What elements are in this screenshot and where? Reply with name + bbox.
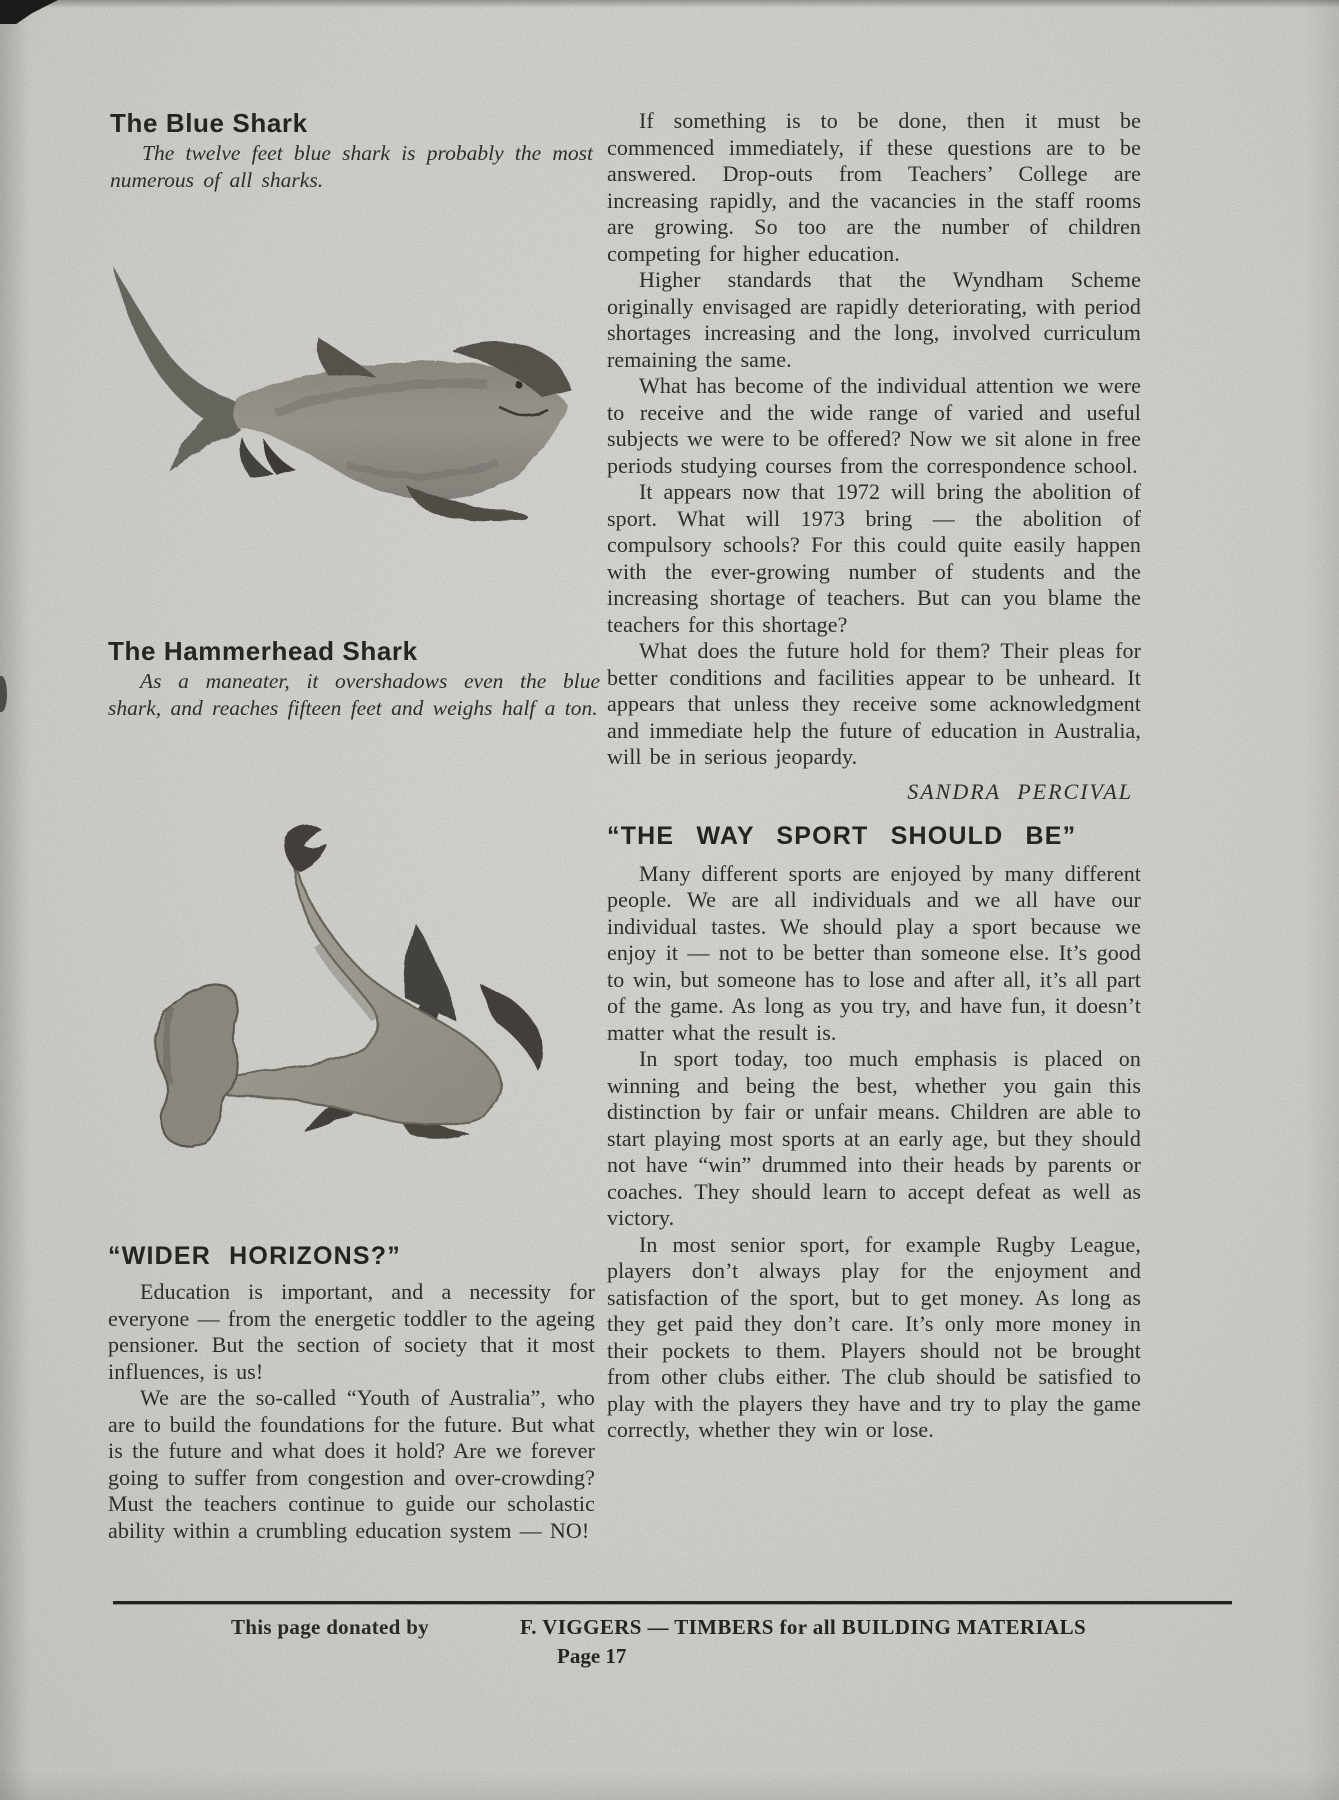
- hammerhead-heading: The Hammerhead Shark: [108, 636, 418, 666]
- footer-rule: [113, 1601, 1232, 1604]
- sport-paragraph-2: In sport today, too much emphasis is placed on winning and being the best, whether you gain this distinction by fair or unfair means. Children are able to start playing most sports at an early age, but they should not have “win” drummed into their heads by parents or coaches. They should learn to accept defeat as well as victory.: [607, 1046, 1141, 1230]
- sport-paragraph-3: In most senior sport, for example Rugby League, players don’t always play for the enjoyment and satisfaction of the sport, but to get money. As long as they get paid they don’t care. It’s only more money in their pockets to them. Players should not be brought from other clubs either. The club should be satisfied to play with the players they have and try to play the game correctly, whether they win or lose.: [607, 1231, 1141, 1442]
- education-article: [607, 108, 1141, 805]
- scan-top-edge-shadow: [0, 0, 1339, 8]
- sport-paragraph-1: Many different sports are enjoyed by many different people. We are all individuals and we all have our individual tastes. We should play a sport because we enjoy it — not to be better than someone else. It’s good to win, but someone has to lose and after all, it’s all part of the game. As long as you try, and have fun, it doesn’t matter what the result is.: [607, 860, 1141, 1045]
- hammerhead-drawing-group: [155, 826, 542, 1147]
- blue-shark-drawing-group: [113, 266, 571, 521]
- education-paragraph-3: What has become of the individual attention we were to receive and the wide range of varied and useful subjects we were to be offered? Now we sit alone in free periods studying courses from the correspondence school.: [607, 373, 1141, 478]
- hammerhead-shark-illustration: [118, 745, 543, 1155]
- blue-shark-dorsal-fin: [318, 338, 376, 377]
- footer-donated-by-label: This page donated by: [231, 1615, 429, 1639]
- footer-donor-name: F. VIGGERS — TIMBERS for all BUILDING MATERIALS: [520, 1615, 1087, 1639]
- sport-article-heading: “THE WAY SPORT SHOULD BE”: [607, 821, 1077, 850]
- education-paragraph-4: It appears now that 1972 will bring the abolition of sport. What will 1973 bring — the abolition of compulsory schools? For this could quite easily happen with the ever-growing number of students and the increasing shortage of teachers. But can you blame the teachers for this shortage?: [607, 479, 1141, 637]
- right-column: [607, 108, 1141, 1444]
- hammerhead-body: [224, 863, 501, 1125]
- blue-shark-tail: [113, 266, 241, 471]
- wider-horizons-section: [108, 1241, 595, 1544]
- hammerhead-tail-tip: [284, 826, 327, 871]
- hammerhead-section: [108, 636, 600, 722]
- blue-shark-eye: [515, 381, 522, 388]
- blue-shark-heading: The Blue Shark: [110, 108, 308, 138]
- scan-edge-artifact: [0, 676, 7, 712]
- footer-page-number: Page 17: [557, 1644, 627, 1668]
- blue-shark-section: [110, 108, 593, 194]
- education-paragraph-5: What does the future hold for them? Their pleas for better conditions and facilities appear to be unheard. It appears that unless they receive some acknowledgment and immediate help the future of education in Australia, will be in serious jeopardy.: [607, 638, 1141, 769]
- education-byline: SANDRA PERCIVAL: [907, 778, 1133, 804]
- education-paragraph-1: If something is to be done, then it must be commenced immediately, if these questions are to be answered. Drop-outs from Teachers’ College are increasing rapidly, and the vacancies in the staff rooms are growing. So too are the number of children competing for higher education.: [607, 108, 1141, 266]
- blue-shark-caption: The twelve feet blue shark is probably the most numerous of all sharks.: [110, 141, 593, 192]
- hammerhead-caption: As a maneater, it overshadows even the blue shark, and reaches fifteen feet and weighs half a ton.: [108, 669, 600, 720]
- wider-horizons-paragraph-1: Education is important, and a necessity for everyone — from the energetic toddler to the ageing pensioner. But the section of society that it most influences, is us!: [108, 1279, 595, 1384]
- scan-corner-artifact: [0, 0, 58, 24]
- education-paragraph-2: Higher standards that the Wyndham Scheme originally envisaged are rapidly deteriorating, with period shortages increasing and the long, involved curriculum remaining the same.: [607, 267, 1141, 372]
- sport-article: [607, 821, 1141, 1444]
- wider-horizons-paragraph-2: We are the so-called “Youth of Australia”, who are to build the foundations for the future. But what is the future and what does it hold? Are we forever going to suffer from congestion and over-crowding? Must the teachers continue to guide our scholastic ability within a crumbling education system — NO!: [108, 1385, 595, 1543]
- blue-shark-illustration: [95, 224, 590, 529]
- wider-horizons-heading: “WIDER HORIZONS?”: [108, 1242, 401, 1270]
